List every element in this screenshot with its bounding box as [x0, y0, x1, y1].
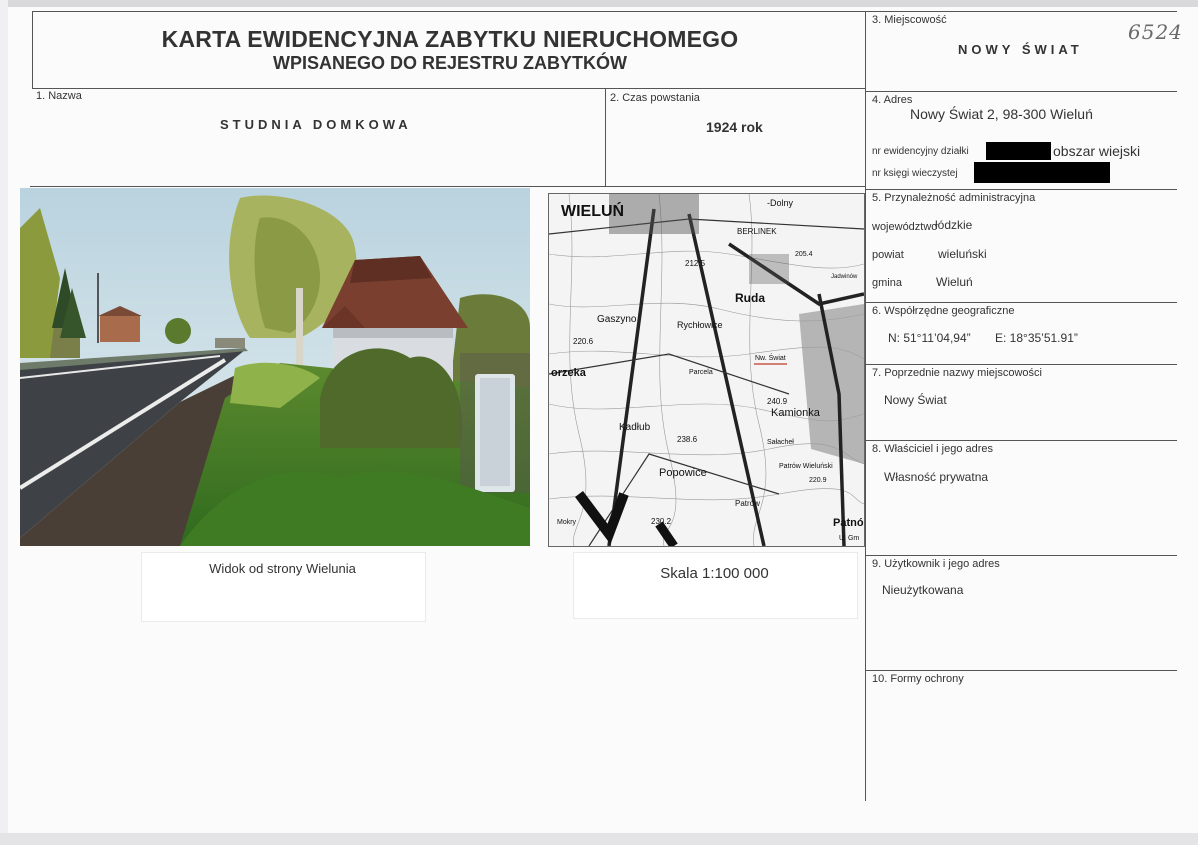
map-scale-caption: Skala 1:100 000: [660, 565, 769, 582]
scan-edge-top: [0, 0, 1198, 7]
map-caption-box: [573, 552, 858, 619]
top-border: [32, 11, 1177, 12]
adres-value: Nowy Świat 2, 98-300 Wieluń: [910, 106, 1093, 122]
right-column-divider: [865, 11, 866, 801]
map-place-label: Ruda: [735, 291, 765, 305]
r-line-5: [865, 189, 1177, 190]
nazwa-czas-divider: [605, 89, 606, 186]
czas-label: 2. Czas powstania: [610, 92, 700, 104]
photo-well-house: [20, 188, 530, 546]
map-place-label: -Dolny: [767, 198, 794, 208]
ksiega-label: nr księgi wieczystej: [872, 168, 958, 179]
map-place-label: Sałacheł: [767, 439, 794, 446]
map-place-label: 212.5: [685, 259, 706, 268]
r-line-8: [865, 440, 1177, 441]
row1-divider: [30, 186, 865, 187]
map-place-label: WIELUŃ: [561, 203, 625, 220]
map-place-label: 220.6: [573, 337, 594, 346]
scan-edge-bottom: [0, 833, 1198, 845]
wlasciciel-value: Własność prywatna: [884, 470, 989, 484]
map-place-label: 205.4: [795, 251, 813, 258]
card-title: KARTA EWIDENCYJNA ZABYTKU NIERUCHOMEGO: [161, 26, 739, 52]
map-place-label: Patrów: [735, 499, 760, 508]
dzialka-value: obszar wiejski: [1053, 143, 1141, 159]
card-subtitle: WPISANEGO DO REJESTRU ZABYTKÓW: [272, 53, 627, 73]
wojewodztwo-label: województwo: [872, 221, 938, 233]
ksiega-redaction: [974, 162, 1110, 183]
map-place-label: 220.9: [809, 477, 827, 484]
powiat-value: wieluński: [938, 247, 987, 261]
miejscowosc-label: 3. Miejscowość: [872, 14, 947, 26]
r-line-4: [865, 91, 1177, 92]
map-place-label: Kamionka: [771, 407, 820, 419]
coord-e: E: 18°35’51.91”: [995, 331, 1078, 345]
r-line-6: [865, 302, 1177, 303]
r-line-10: [865, 670, 1177, 671]
wspolrzedne-label: 6. Współrzędne geograficzne: [872, 305, 1015, 317]
poprzednie-nazwy-label: 7. Poprzednie nazwy miejscowości: [872, 367, 1042, 379]
map-place-label: orzeka: [551, 367, 586, 379]
map-place-label: Parcela: [689, 369, 713, 376]
uzytkownik-value: Nieużytkowana: [882, 583, 964, 597]
topographic-map: [548, 193, 865, 547]
map-place-label: Patrów Wieluński: [779, 463, 833, 470]
scan-edge-left: [0, 0, 8, 845]
map-place-label: 230.2: [651, 517, 672, 526]
r-line-9: [865, 555, 1177, 556]
czas-value: 1924 rok: [706, 119, 763, 135]
wlasciciel-label: 8. Właściciel i jego adres: [872, 443, 994, 455]
map-place-label: BERLINEK: [737, 227, 777, 236]
dzialka-label: nr ewidencyjny działki: [872, 146, 969, 157]
map-place-label: Popowice: [659, 467, 707, 479]
gmina-value: Wieluń: [936, 275, 973, 289]
przynaleznosc-label: 5. Przynależność administracyjna: [872, 192, 1036, 204]
map-place-label: 240.9: [767, 397, 788, 406]
map-place-label: Jadwinów: [831, 274, 858, 280]
nazwa-label: 1. Nazwa: [36, 90, 82, 102]
map-place-label: 238.6: [677, 435, 698, 444]
dzialka-redaction: [986, 142, 1051, 160]
powiat-label: powiat: [872, 249, 904, 261]
map-place-label: Gaszyno: [597, 314, 637, 325]
poprzednie-nazwy-value: Nowy Świat: [884, 393, 947, 407]
gmina-label: gmina: [872, 277, 902, 289]
handwritten-number: 6524: [1128, 20, 1183, 44]
uzytkownik-label: 9. Użytkownik i jego adres: [872, 558, 1000, 570]
map-place-label: Patnó: [833, 517, 864, 529]
coord-n: N: 51°11’04,94”: [888, 331, 971, 345]
wojewodztwo-value: łódzkie: [935, 218, 973, 232]
map-place-label: Mokry: [557, 519, 577, 526]
map-place-label: U. Gm: [839, 535, 860, 542]
nazwa-value: STUDNIA DOMKOWA: [220, 117, 412, 132]
header-left-border: [32, 11, 33, 88]
r-line-7: [865, 364, 1177, 365]
map-place-label: Kadłub: [619, 422, 651, 433]
formy-ochrony-label: 10. Formy ochrony: [872, 673, 964, 685]
map-place-label: Rychłowice: [677, 320, 723, 330]
adres-label: 4. Adres: [872, 94, 913, 106]
photo-caption: Widok od strony Wielunia: [209, 561, 356, 576]
header-divider: [32, 88, 865, 89]
miejscowosc-value: NOWY ŚWIAT: [958, 42, 1083, 57]
map-place-label: Nw. Świat: [755, 355, 786, 362]
